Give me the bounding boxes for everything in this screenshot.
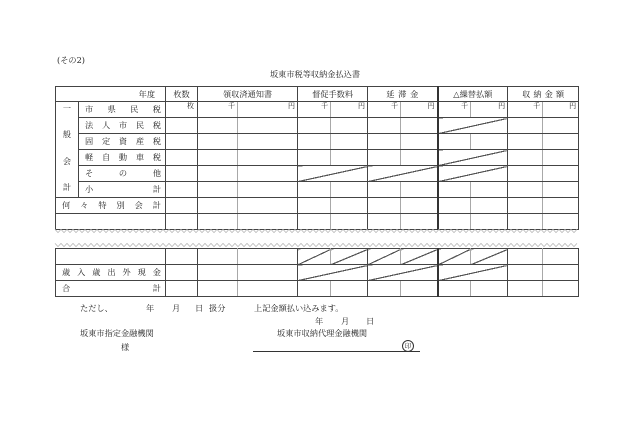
row-label-empty [56,249,166,265]
row-label [56,198,166,214]
label-char: 人 [101,120,111,131]
row-other [56,166,579,182]
seal-mark: 印 [402,340,414,352]
dunning-fee-yen-cell [331,150,368,166]
late-fee-thousands-cell [368,182,401,198]
payment-table-lower [55,248,579,297]
label-char: 一 [62,103,72,113]
collected-amount-yen-cell [543,198,579,214]
late-fee-thousands-cell [368,134,401,150]
dunning-fee-cell-struck [298,265,368,281]
collected-amount-header-text [522,90,564,98]
label-char: 特 [98,200,107,211]
collected-amount-yen-cell [543,182,579,198]
row-light-vehicle-tax [56,150,579,166]
dunning-fee-yen-cell [331,118,368,134]
dunning-fee-yen-cell [331,198,368,214]
late-fee-thousands-cell [368,281,401,297]
collected-amount-header [508,87,579,102]
row-label [79,150,166,166]
collected-amount-yen-cell [543,118,579,134]
label-char: 納 [533,89,542,100]
label-char: 定 [101,136,111,147]
late-fee-header-text [386,90,418,98]
late-fee-yen-cell [401,182,438,198]
receipt-notice-yen-cell [238,134,298,150]
row-non-budget-cash [56,265,579,281]
row-label-text [85,121,161,129]
date-month-label: 月 [341,316,350,326]
late-fee-yen-cell [401,281,438,297]
late-fee-thousands-cell [368,118,401,134]
dunning-fee-yen-cell [331,134,368,150]
label-char: 税 [152,104,161,115]
receipt-notice-yen-cell [238,182,298,198]
row-label-text [62,201,161,209]
transfer-payment-header: △繰替払額 [438,87,508,102]
row-label [79,134,166,150]
receipt-notice-thousands-cell [198,166,238,182]
transfer-payment-yen-cell [471,281,508,297]
label-char: 計 [152,184,162,195]
label-char: 会 [134,200,143,211]
dunning-fee-thousands-cell [298,102,331,118]
header-row [56,87,579,102]
receipt-notice-yen-cell [238,102,298,118]
label-char: 車 [135,152,145,163]
dunning-fee-thousands-cell [298,281,331,297]
collected-amount-yen-cell [543,150,579,166]
year-header: 年度 [56,87,166,102]
transfer-payment-cell-struck [438,150,508,166]
dunning-fee-cell-struck [298,166,368,182]
unit-label: 千 [391,102,399,110]
collected-amount-yen-cell [543,134,579,150]
dunning-fee-yen-cell [331,249,368,265]
count-cell [166,198,198,214]
receipt-notice-yen-cell [238,166,298,182]
label-char: 会 [62,155,72,166]
row-city-prefectural-tax [56,102,579,118]
receipt-notice-thousands-cell [198,134,238,150]
late-fee-yen-cell [401,102,438,118]
late-fee-thousands-cell [368,249,401,265]
collected-amount-thousands-cell [508,265,543,281]
honorific-label: 様 [121,342,130,352]
label-char: 計 [152,283,161,294]
late-fee-thousands-cell [368,150,401,166]
unit-label: 千 [228,102,236,110]
payment-statement: 上記金額払い込みます。 [254,303,344,313]
row-label-text [62,284,161,292]
row-blank [56,249,579,265]
label-char: 税 [152,120,162,131]
unit-label: 千 [461,102,469,110]
row-label [79,182,166,198]
note-prefix: ただし、 [80,303,113,313]
row-subtotal [56,182,579,198]
transfer-payment-yen-cell [471,249,508,265]
label-char: 自 [101,152,111,163]
collected-amount-yen-cell [543,281,579,297]
date-year-label: 年 [315,316,324,326]
label-char: 他 [152,168,162,179]
collected-amount-thousands-cell [508,182,543,198]
receipt-notice-thousands-cell [198,182,238,198]
dunning-fee-thousands-cell [298,198,331,214]
dunning-fee-header: 督促手数料 [298,87,368,102]
unit-label: 円 [569,102,577,110]
count-cell [166,134,198,150]
collected-amount-yen-cell [543,102,579,118]
handled-month-label: 月 [172,303,181,313]
count-cell [166,265,198,281]
receipt-notice-thousands-cell [198,118,238,134]
late-fee-cell-struck [368,265,438,281]
transfer-payment-thousands-cell [438,102,471,118]
receipt-notice-thousands-cell [198,281,238,297]
row-label [56,281,166,297]
row-corporate-city-tax [56,118,579,134]
dunning-fee-thousands-cell [298,150,331,166]
unit-label: 円 [288,102,296,110]
collected-amount-thousands-cell [508,249,543,265]
label-char: 計 [62,181,72,192]
collected-amount-thousands-cell [508,198,543,214]
row-special-account [56,198,579,214]
count-cell [166,150,198,166]
row-label [79,166,166,182]
transfer-payment-thousands-cell [438,182,471,198]
label-char: 歳 [62,267,71,278]
receipt-notice-yen-cell [238,198,298,214]
collected-amount-thousands-cell [508,134,543,150]
handled-label: 扱分 [209,303,226,313]
receipt-notice-yen-cell [238,265,298,281]
row-label [56,265,166,281]
row-grand-total [56,281,579,297]
collected-amount-thousands-cell [508,281,543,297]
label-char: 市 [118,120,128,131]
receipt-notice-yen-cell [238,150,298,166]
collected-amount-thousands-cell [508,150,543,166]
receipt-notice-thousands-cell [198,198,238,214]
collected-amount-thousands-cell [508,118,543,134]
transfer-payment-cell-struck [438,265,508,281]
label-char: 何 [62,200,71,211]
signature-line [253,351,420,352]
label-char: 産 [135,136,145,147]
label-char: 般 [62,129,72,140]
label-char: 入 [77,267,86,278]
label-char: 金 [152,267,161,278]
label-char: 歳 [92,267,101,278]
late-fee-thousands-cell [368,102,401,118]
dunning-fee-thousands-cell [298,249,331,265]
transfer-payment-cell-struck [438,166,508,182]
collected-amount-yen-cell [543,166,579,182]
label-char: 現 [137,267,146,278]
label-char: 税 [152,136,162,147]
designated-bank-label: 坂東市指定金融機関 [80,328,154,338]
receipt-notice-thousands-cell [198,102,238,118]
label-char: 軽 [85,152,94,163]
transfer-payment-yen-cell [471,198,508,214]
label-char: 小 [85,184,94,195]
label-char: 固 [85,136,94,147]
late-fee-yen-cell [401,249,438,265]
unit-label: 千 [533,102,541,110]
transfer-payment-cell-struck [438,118,508,134]
collected-amount-thousands-cell [508,102,543,118]
unit-label: 千 [321,102,329,110]
count-cell [166,118,198,134]
agent-bank-label: 坂東市収納代理金融機関 [277,328,368,338]
dunning-fee-yen-cell [331,102,368,118]
general-account-label [56,102,79,198]
receipt-notice-thousands-cell [198,150,238,166]
unit-label: 円 [358,102,366,110]
transfer-payment-yen-cell [471,102,508,118]
label-char: 民 [130,104,139,115]
count-cell [166,102,198,118]
late-fee-yen-cell [401,134,438,150]
label-char: 県 [107,104,116,115]
late-fee-cell-struck [368,166,438,182]
wave-line-top [55,229,577,232]
wave-line-bottom [55,243,577,246]
transfer-payment-thousands-cell [438,198,471,214]
unit-label: 円 [498,102,506,110]
unit-label: 円 [427,102,435,110]
label-char: 別 [116,200,125,211]
label-char: 滞 [398,89,407,100]
count-cell [166,249,198,265]
form-sub-number: (その2) [57,55,85,65]
label-char: そ [85,168,94,179]
late-fee-yen-cell [401,198,438,214]
label-char: 合 [62,283,71,294]
collected-amount-thousands-cell [508,166,543,182]
dunning-fee-thousands-cell [298,134,331,150]
row-label-text [62,268,161,276]
late-fee-yen-cell [401,118,438,134]
label-char: 々 [80,200,89,211]
receipt-notice-yen-cell [238,249,298,265]
unit-label: 枚 [187,102,195,110]
label-char: 計 [152,200,161,211]
row-label [79,102,166,118]
dunning-fee-thousands-cell [298,118,331,134]
label-char: 外 [122,267,131,278]
transfer-payment-thousands-cell [438,281,471,297]
dunning-fee-yen-cell [331,182,368,198]
late-fee-thousands-cell [368,198,401,214]
count-cell [166,281,198,297]
receipt-notice-yen-cell [238,281,298,297]
receipt-notice-yen-cell [238,118,298,134]
row-label-text [85,153,161,161]
row-label-text [85,169,161,177]
receipt-notice-thousands-cell [198,265,238,281]
label-char: 額 [555,89,565,100]
row-fixed-asset-tax [56,134,579,150]
row-label-text [85,105,161,113]
label-char: 動 [118,152,128,163]
label-char: 税 [152,152,162,163]
label-char: 収 [522,89,531,100]
date-day-label: 日 [366,316,375,326]
label-char: の [118,168,128,179]
row-label-text [85,185,161,193]
general-account-text [56,104,78,191]
receipt-notice-header: 領収済通知書 [198,87,298,102]
collected-amount-yen-cell [543,265,579,281]
transfer-payment-yen-cell [471,134,508,150]
count-header: 枚数 [166,87,198,102]
label-char: 市 [85,104,94,115]
page-break-wave [53,227,580,249]
label-char: 金 [544,89,553,100]
row-label [79,118,166,134]
receipt-notice-thousands-cell [198,249,238,265]
late-fee-yen-cell [401,150,438,166]
row-label-text [85,137,161,145]
dunning-fee-thousands-cell [298,182,331,198]
handled-year-label: 年 [146,303,155,313]
form-title: 坂東市税等収納金払込書 [269,69,361,79]
dunning-fee-yen-cell [331,281,368,297]
late-fee-header [368,87,438,102]
count-cell [166,182,198,198]
handled-day-label: 日 [195,303,204,313]
collected-amount-yen-cell [543,249,579,265]
transfer-payment-yen-cell [471,182,508,198]
label-char: 出 [107,267,116,278]
transfer-payment-thousands-cell [438,134,471,150]
label-char: 延 [386,89,395,100]
payment-table-upper [55,86,579,230]
label-char: 民 [135,120,145,131]
label-char: 法 [85,120,94,131]
transfer-payment-thousands-cell [438,249,471,265]
label-char: 金 [410,89,419,100]
label-char: 資 [118,136,128,147]
count-cell [166,166,198,182]
